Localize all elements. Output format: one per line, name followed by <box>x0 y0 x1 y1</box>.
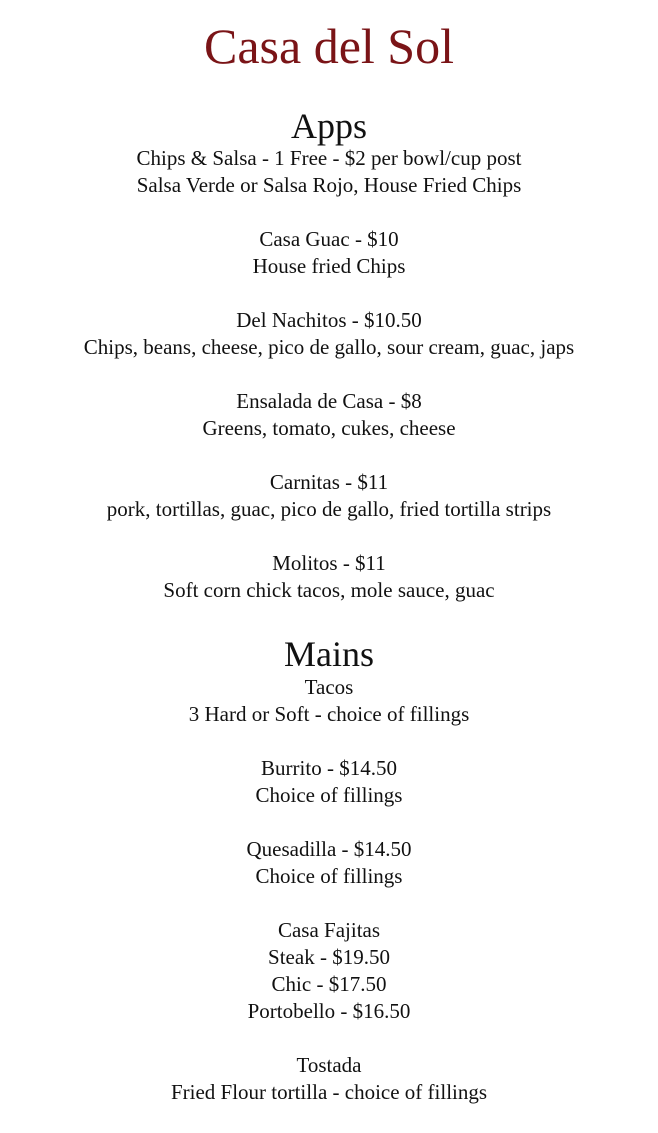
menu-item-name: Quesadilla - $14.50 <box>246 837 412 861</box>
restaurant-title: Casa del Sol <box>204 18 454 74</box>
menu-item <box>0 145 658 199</box>
menu-item-detail: Portobello - $16.50 <box>247 999 411 1023</box>
menu-item <box>0 550 658 604</box>
section-heading-apps: Apps <box>290 106 367 146</box>
menu-item-name: Tacos <box>304 675 354 699</box>
menu-item <box>0 836 658 890</box>
menu-item <box>0 307 658 361</box>
menu-item <box>0 1052 658 1106</box>
menu-item-detail: Fried Flour tortilla - choice of fillings <box>170 1080 488 1104</box>
menu-item-detail: House fried Chips <box>252 254 406 278</box>
menu-item-name: Tostada <box>296 1053 362 1077</box>
menu-item-detail: Chic - $17.50 <box>271 972 387 996</box>
section-heading-mains: Mains <box>284 634 374 674</box>
menu-item-name: Ensalada de Casa - $8 <box>236 389 422 413</box>
menu-item-name: Chips & Salsa - 1 Free - $2 per bowl/cup post <box>136 146 522 170</box>
menu-item-detail: Chips, beans, cheese, pico de gallo, sour cream, guac, japs <box>83 335 575 359</box>
menu-item <box>0 469 658 523</box>
menu-item-detail: Choice of fillings <box>255 783 403 807</box>
menu-item-detail: Greens, tomato, cukes, cheese <box>202 416 456 440</box>
menu-item-name: Carnitas - $11 <box>269 470 389 494</box>
menu-item-name: Casa Guac - $10 <box>259 227 399 251</box>
menu-item <box>0 388 658 442</box>
menu-item-name: Casa Fajitas <box>277 918 381 942</box>
menu-item <box>0 226 658 280</box>
apps-item-list <box>0 145 658 631</box>
menu-item <box>0 674 658 728</box>
menu-item-detail: Steak - $19.50 <box>268 945 390 969</box>
menu-item <box>0 917 658 1025</box>
menu-item-detail: pork, tortillas, guac, pico de gallo, fried tortilla strips <box>106 497 552 521</box>
menu-item <box>0 755 658 809</box>
menu-item-detail: Soft corn chick tacos, mole sauce, guac <box>163 578 495 602</box>
menu-item-name: Burrito - $14.50 <box>261 756 397 780</box>
menu-item-detail: Salsa Verde or Salsa Rojo, House Fried Chips <box>136 173 522 197</box>
menu-item-detail: 3 Hard or Soft - choice of fillings <box>188 702 470 726</box>
menu-item-name: Del Nachitos - $10.50 <box>236 308 422 332</box>
menu-item-detail: Choice of fillings <box>255 864 403 888</box>
menu-item-name: Molitos - $11 <box>272 551 386 575</box>
mains-item-list <box>0 674 658 1133</box>
